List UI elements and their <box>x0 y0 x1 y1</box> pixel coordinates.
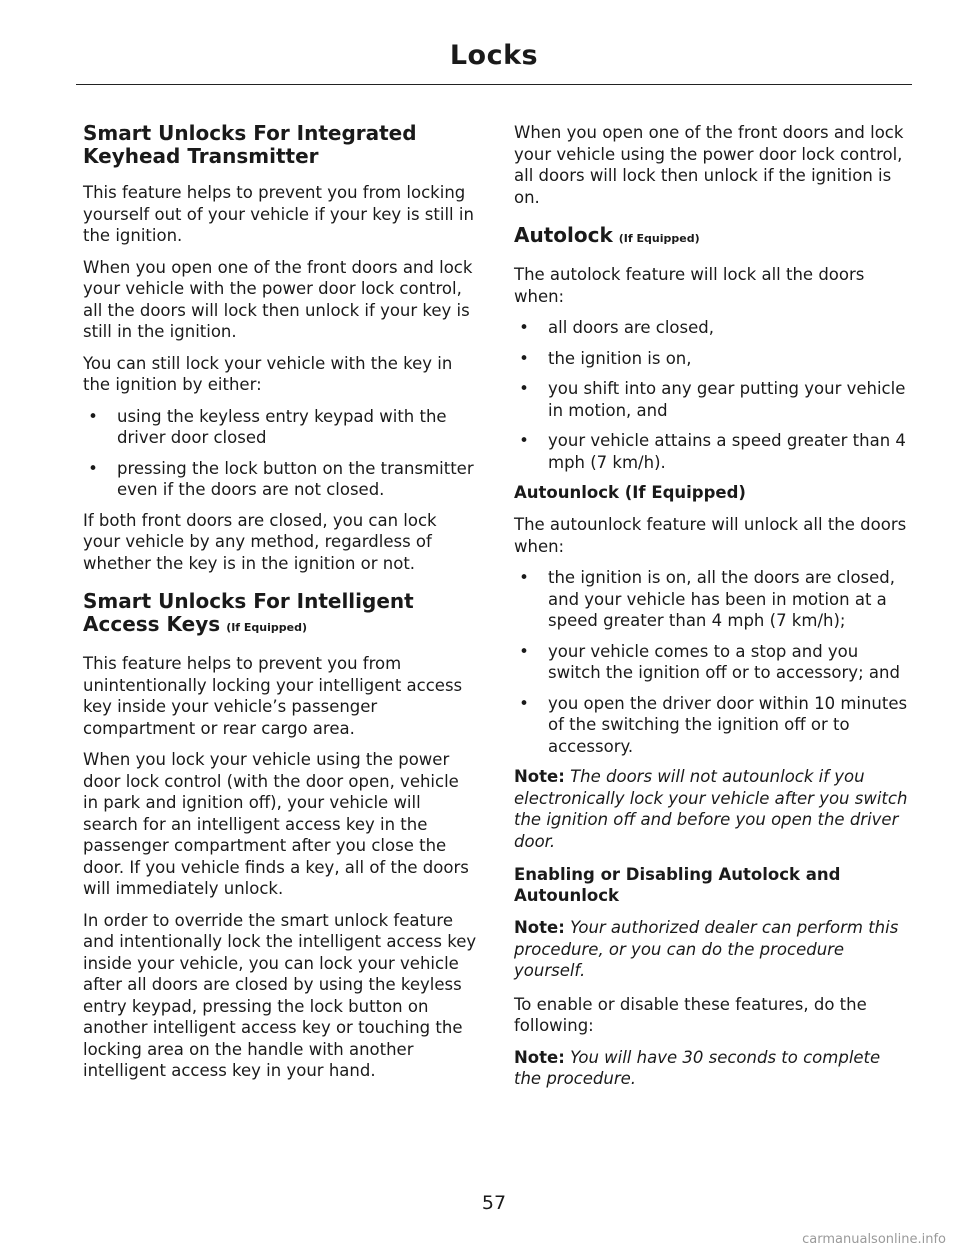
note <box>514 766 908 852</box>
paragraph: This feature helps to prevent you from locking yourself out of your vehicle if your key is still in the ignition. <box>83 183 474 245</box>
list-item-text: the ignition is on, all the doors are closed, and your vehicle has been in motion at a speed greater than 4 mph (7 km/h); <box>548 568 896 630</box>
page-title: Locks <box>449 40 539 71</box>
bullet-icon: • <box>519 693 529 713</box>
watermark: carmanualsonline.info <box>802 1232 946 1247</box>
list-item <box>83 458 477 501</box>
note-text: You will have 30 seconds to complete the procedure. <box>514 1047 881 1088</box>
section-title-text: Autolock <box>514 223 613 247</box>
paragraph: When you open one of the front doors and lock your vehicle with the power door lock control, all the doors will lock then unlock if your key is still in the ignition. <box>83 257 473 341</box>
list-item-text: using the keyless entry keypad with the driver door closed <box>117 406 447 447</box>
paragraph: When you lock your vehicle using the power door lock control (with the door open, vehicle in park and ignition off), your vehicle will search for an intelligent access key in the passenger compartment after you close the door. If you vehicle finds a key, all of the doors will immediately unlock. <box>83 750 469 898</box>
list-item <box>83 406 477 449</box>
note <box>514 917 908 982</box>
list-item-text: your vehicle comes to a stop and you switch the ignition off or to accessory; and <box>548 641 900 682</box>
page-number: 57 <box>481 1192 507 1214</box>
list-item <box>514 641 908 684</box>
section-title-line1: Smart Unlocks For Intelligent <box>83 589 414 613</box>
bullet-icon: • <box>519 568 529 587</box>
paragraph: The autounlock feature will unlock all the doors when: <box>514 515 907 556</box>
section-title-enabling-disabling: Enabling or Disabling Autolock and Autounlock <box>514 865 841 905</box>
section-title-line1: Smart Unlocks For Integrated <box>83 121 417 145</box>
note-text: Your authorized dealer can perform this procedure, or you can do the procedure yourself. <box>514 918 899 980</box>
section-title-autolock <box>514 224 908 250</box>
paragraph: This feature helps to prevent you from unintentionally locking your intelligent access key inside your vehicle’s passenger compartment or rear cargo area. <box>83 654 463 738</box>
note-text: The doors will not autounlock if you electronically lock your vehicle after you switch the ignition off and before you open the driver door. <box>514 767 908 851</box>
paragraph: You can still lock your vehicle with the key in the ignition by either: <box>83 353 453 394</box>
bullet-icon: • <box>519 318 529 337</box>
paragraph: When you open one of the front doors and lock your vehicle using the power door lock control, all doors will lock then unlock if the ignition is on. <box>514 123 904 207</box>
right-column <box>514 122 908 1102</box>
note-label: Note: <box>514 767 565 786</box>
section-title-autounlock: Autounlock (If Equipped) <box>514 483 746 502</box>
list-item <box>514 317 908 339</box>
bullet-icon: • <box>519 431 529 450</box>
list-item-text: your vehicle attains a speed greater than 4 mph (7 km/h). <box>548 431 906 472</box>
left-column <box>83 122 477 1092</box>
bullet-icon: • <box>88 406 98 426</box>
bullet-icon: • <box>88 458 98 478</box>
list-item <box>514 567 908 632</box>
list-item <box>514 693 908 758</box>
if-equipped-tag: (If Equipped) <box>226 621 308 634</box>
list-item <box>514 348 908 370</box>
section-title-smart-unlocks-keyhead <box>83 122 477 168</box>
note-label: Note: <box>514 918 565 937</box>
section-title-smart-unlocks-intelligent <box>83 590 477 639</box>
list-item-text: pressing the lock button on the transmitter even if the doors are not closed. <box>117 458 474 499</box>
paragraph: In order to override the smart unlock feature and intentionally lock the intelligent access key inside your vehicle, you can lock your vehicle after all doors are closed by using the keyless entry keypad, pressing the lock button on another intelligent access key or touching the locking area on the handle with another intelligent access key in your hand. <box>83 910 477 1080</box>
note-label: Note: <box>514 1047 565 1067</box>
bullet-icon: • <box>519 348 529 368</box>
list-item <box>514 378 908 421</box>
header-divider <box>76 84 912 85</box>
bullet-icon: • <box>519 379 529 398</box>
bullet-icon: • <box>519 641 529 661</box>
section-title-line2: Access Keys <box>83 612 221 636</box>
list-item-text: you open the driver door within 10 minutes of the switching the ignition off or to accessory. <box>548 693 908 756</box>
paragraph: To enable or disable these features, do the following: <box>514 994 867 1035</box>
list-item-text: the ignition is on, <box>548 348 692 368</box>
list-item-text: you shift into any gear putting your vehicle in motion, and <box>548 379 906 420</box>
note <box>514 1047 908 1090</box>
list-item <box>514 430 908 473</box>
if-equipped-tag: (If Equipped) <box>618 232 700 245</box>
list-item-text: all doors are closed, <box>548 318 714 337</box>
paragraph: The autolock feature will lock all the doors when: <box>514 265 865 306</box>
section-title-line2: Keyhead Transmitter <box>83 144 319 168</box>
paragraph: If both front doors are closed, you can lock your vehicle by any method, regardless of whether the key is in the ignition or not. <box>83 510 437 573</box>
